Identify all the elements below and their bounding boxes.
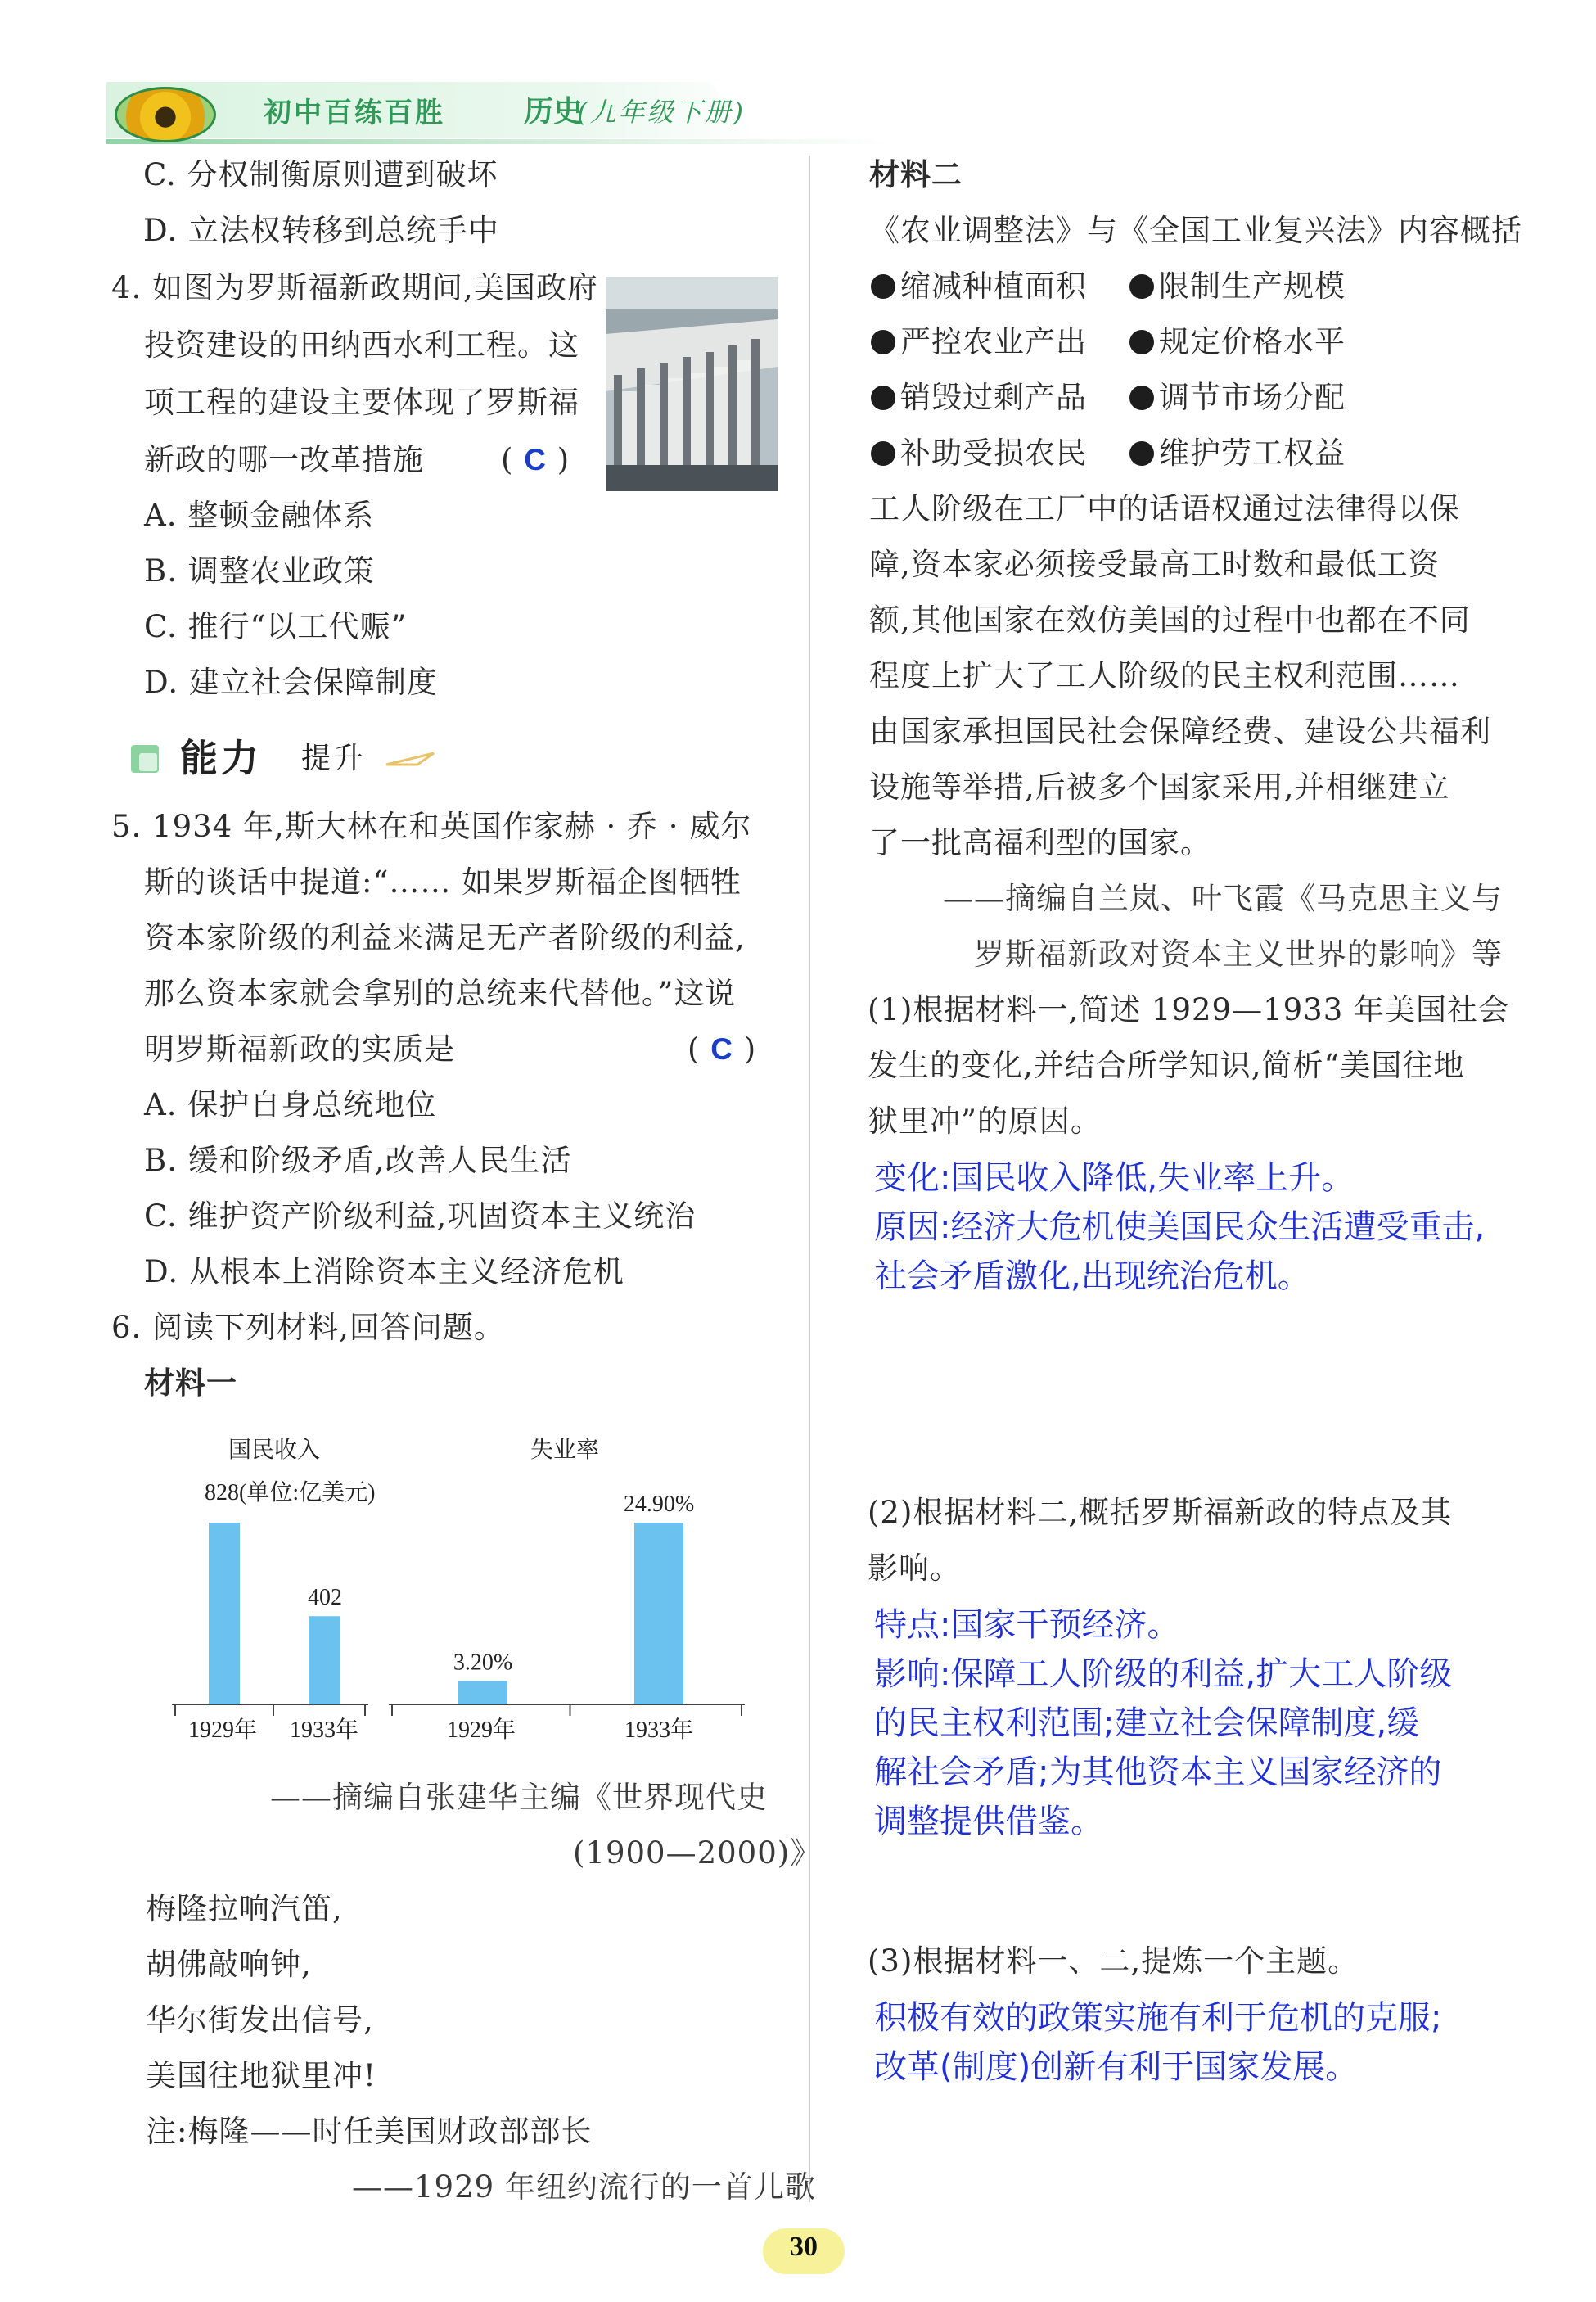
q6-2-line-2: 影响。	[868, 1550, 961, 1586]
q4-stem-line-4: 新政的哪一改革措施	[144, 442, 424, 477]
q5-answer-bracket: ( C )	[688, 1031, 757, 1067]
q6-2-answer-5: 调整提供借鉴。	[874, 1803, 1103, 1840]
bullet-row-2b: 规定价格水平	[1129, 321, 1346, 363]
q5-stem-line-5: 明罗斯福新政的实质是	[144, 1031, 455, 1067]
bullet-row-1: 缩减种植面积	[871, 265, 1087, 308]
q5-option-d: D. 从根本上消除资本主义经济危机	[144, 1254, 624, 1289]
material2-text-2: 障,资本家必须接受最高工时数和最低工资	[869, 547, 1440, 582]
bullet-dot-icon	[871, 274, 895, 299]
q6-1-answer-3: 社会矛盾激化,出现统治危机。	[874, 1257, 1310, 1295]
q5-stem-line-4: 那么资本家就会拿别的总统来代替他。”这说	[144, 976, 737, 1011]
material1-label: 材料一	[144, 1365, 237, 1401]
q6-3-answer-2: 改革(制度)创新有利于国家发展。	[874, 2048, 1359, 2086]
q6-3-answer-1: 积极有效的政策实施有利于危机的克服;	[874, 1999, 1442, 2037]
material1-source-line-1: ——摘编自张建华主编《世界现代史	[270, 1780, 768, 1815]
material2-label: 材料二	[869, 157, 963, 192]
bullet-row-4: 补助受损农民	[871, 432, 1087, 475]
q6-2-answer-1: 特点:国家干预经济。	[874, 1606, 1180, 1644]
column-divider	[809, 156, 810, 2202]
bullet-row-3: 销毁过剩产品	[871, 377, 1087, 419]
material2-source-1: ——摘编自兰岚、叶飞霞《马克思主义与	[943, 881, 1503, 916]
q5-stem-line-1: 5. 1934 年,斯大林在和英国作家赫 · 乔 · 威尔	[111, 809, 752, 844]
poem-note: 注:梅隆——时任美国财政部部长	[146, 2114, 593, 2149]
q6-2-answer-4: 解社会矛盾;为其他资本主义国家经济的	[874, 1754, 1442, 1791]
bullet-dot-icon	[1129, 330, 1154, 354]
poem-source: ——1929 年纽约流行的一首儿歌	[352, 2169, 816, 2205]
material1-chart	[164, 1433, 794, 1760]
header-stripe	[106, 139, 892, 144]
q4-answer-bracket: ( C )	[501, 442, 570, 477]
section-arrow-icon	[385, 747, 442, 771]
material2-text-3: 额,其他国家在效仿美国的过程中也都在不同	[869, 603, 1471, 638]
q5-answer: C	[710, 1032, 733, 1066]
chart-category-label: 1933年	[624, 1717, 694, 1743]
q4-option-c: C. 推行“以工代赈”	[144, 609, 408, 644]
section-marker-inner	[139, 753, 157, 771]
q4-answer: C	[524, 443, 547, 476]
chart-data-label: 3.20%	[453, 1650, 513, 1676]
poem-line-2: 胡佛敲响钟,	[146, 1947, 312, 1982]
poem-line-4: 美国往地狱里冲!	[146, 2058, 376, 2093]
q4-stem-line-1: 4. 如图为罗斯福新政期间,美国政府	[111, 270, 598, 305]
subject-title: 历史	[524, 95, 584, 129]
q6-2-line-1: (2)根据材料二,概括罗斯福新政的特点及其	[868, 1495, 1453, 1530]
chart-category-label: 1933年	[289, 1717, 359, 1743]
poem-line-3: 华尔街发出信号,	[146, 2002, 374, 2038]
bullet-dot-icon	[1129, 441, 1154, 466]
q6-2-answer-2: 影响:保障工人阶级的利益,扩大工人阶级	[874, 1655, 1453, 1693]
q4-option-b: B. 调整农业政策	[144, 553, 375, 589]
material2-text-5: 由国家承担国民社会保障经费、建设公共福利	[869, 714, 1491, 749]
material2-source-2: 罗斯福新政对资本主义世界的影响》等	[974, 937, 1503, 972]
material2-text-7: 了一批高福利型的国家。	[869, 825, 1211, 860]
material1-source-line-2: (1900—2000)》	[573, 1835, 822, 1871]
chart-category-label: 1929年	[187, 1717, 258, 1743]
bullet-dot-icon	[871, 386, 895, 410]
series-title: 初中百练百胜	[264, 97, 445, 129]
chart-bar	[458, 1681, 507, 1704]
q6-1-answer-2: 原因:经济大危机使美国民众生活遭受重击,	[874, 1208, 1486, 1246]
q6-3-line: (3)根据材料一、二,提炼一个主题。	[868, 1943, 1359, 1979]
chart-data-label: 24.90%	[623, 1492, 695, 1517]
q5-stem-line-2: 斯的谈话中提道:“…… 如果罗斯福企图牺牲	[144, 864, 742, 900]
chart-bar	[309, 1616, 340, 1704]
q6-1-line-3: 狱里冲”的原因。	[868, 1104, 1102, 1139]
section-title: 能力	[180, 736, 262, 780]
bullet-dot-icon	[1129, 274, 1154, 299]
chart-bar	[634, 1523, 683, 1704]
q4-option-d: D. 建立社会保障制度	[144, 665, 438, 700]
material2-title: 《农业调整法》与《全国工业复兴法》内容概括	[869, 213, 1522, 248]
q5-option-a: A. 保护自身总统地位	[144, 1087, 437, 1122]
q4-stem-line-3: 项工程的建设主要体现了罗斯福	[144, 385, 579, 420]
bullet-dot-icon	[1129, 386, 1154, 410]
tennessee-dam-photo	[606, 277, 778, 491]
q3-option-d: D. 立法权转移到总统手中	[143, 213, 499, 248]
bullet-row-2: 严控农业产出	[871, 321, 1087, 363]
q5-option-c: C. 维护资产阶级利益,巩固资本主义统治	[144, 1198, 697, 1234]
bullet-row-3b: 调节市场分配	[1129, 377, 1346, 419]
bullet-row-4b: 维护劳工权益	[1129, 432, 1346, 475]
bullet-row-1b: 限制生产规模	[1129, 265, 1346, 308]
material2-text-6: 设施等举措,后被多个国家采用,并相继建立	[869, 770, 1450, 805]
section-subtitle: 提升	[301, 742, 367, 775]
q6-intro: 6. 阅读下列材料,回答问题。	[111, 1310, 505, 1345]
material2-text-1: 工人阶级在工厂中的话语权通过法律得以保	[869, 491, 1460, 526]
chart-category-label: 1929年	[446, 1717, 516, 1743]
chart-panel-title: 失业率	[530, 1438, 600, 1463]
page-number: 30	[790, 2232, 818, 2262]
q5-option-b: B. 缓和阶级矛盾,改善人民生活	[144, 1143, 572, 1178]
bullet-dot-icon	[871, 441, 895, 466]
bullet-dot-icon	[871, 330, 895, 354]
q6-1-line-1: (1)根据材料一,简述 1929—1933 年美国社会	[868, 992, 1510, 1027]
material2-text-4: 程度上扩大了工人阶级的民主权利范围……	[869, 658, 1460, 693]
q4-stem-line-2: 投资建设的田纳西水利工程。这	[144, 327, 579, 363]
poem-line-1: 梅隆拉响汽笛,	[146, 1891, 343, 1926]
q6-1-answer-1: 变化:国民收入降低,失业率上升。	[874, 1159, 1355, 1197]
chart-unit-label: 828(单位:亿美元)	[205, 1480, 376, 1505]
q6-1-line-2: 发生的变化,并结合所学知识,简析“美国往地	[868, 1048, 1465, 1083]
q4-option-a: A. 整顿金融体系	[144, 498, 375, 533]
series-logo-icon	[115, 87, 216, 142]
q3-option-c: C. 分权制衡原则遭到破坏	[143, 157, 498, 192]
grade-label: (九年级下册)	[577, 97, 746, 128]
q6-2-answer-3: 的民主权利范围;建立社会保障制度,缓	[874, 1704, 1420, 1742]
q5-stem-line-3: 资本家阶级的利益来满足无产者阶级的利益,	[144, 920, 746, 955]
chart-data-label: 402	[308, 1585, 342, 1611]
chart-bar	[209, 1523, 240, 1704]
chart-panel-title: 国民收入	[228, 1438, 321, 1463]
